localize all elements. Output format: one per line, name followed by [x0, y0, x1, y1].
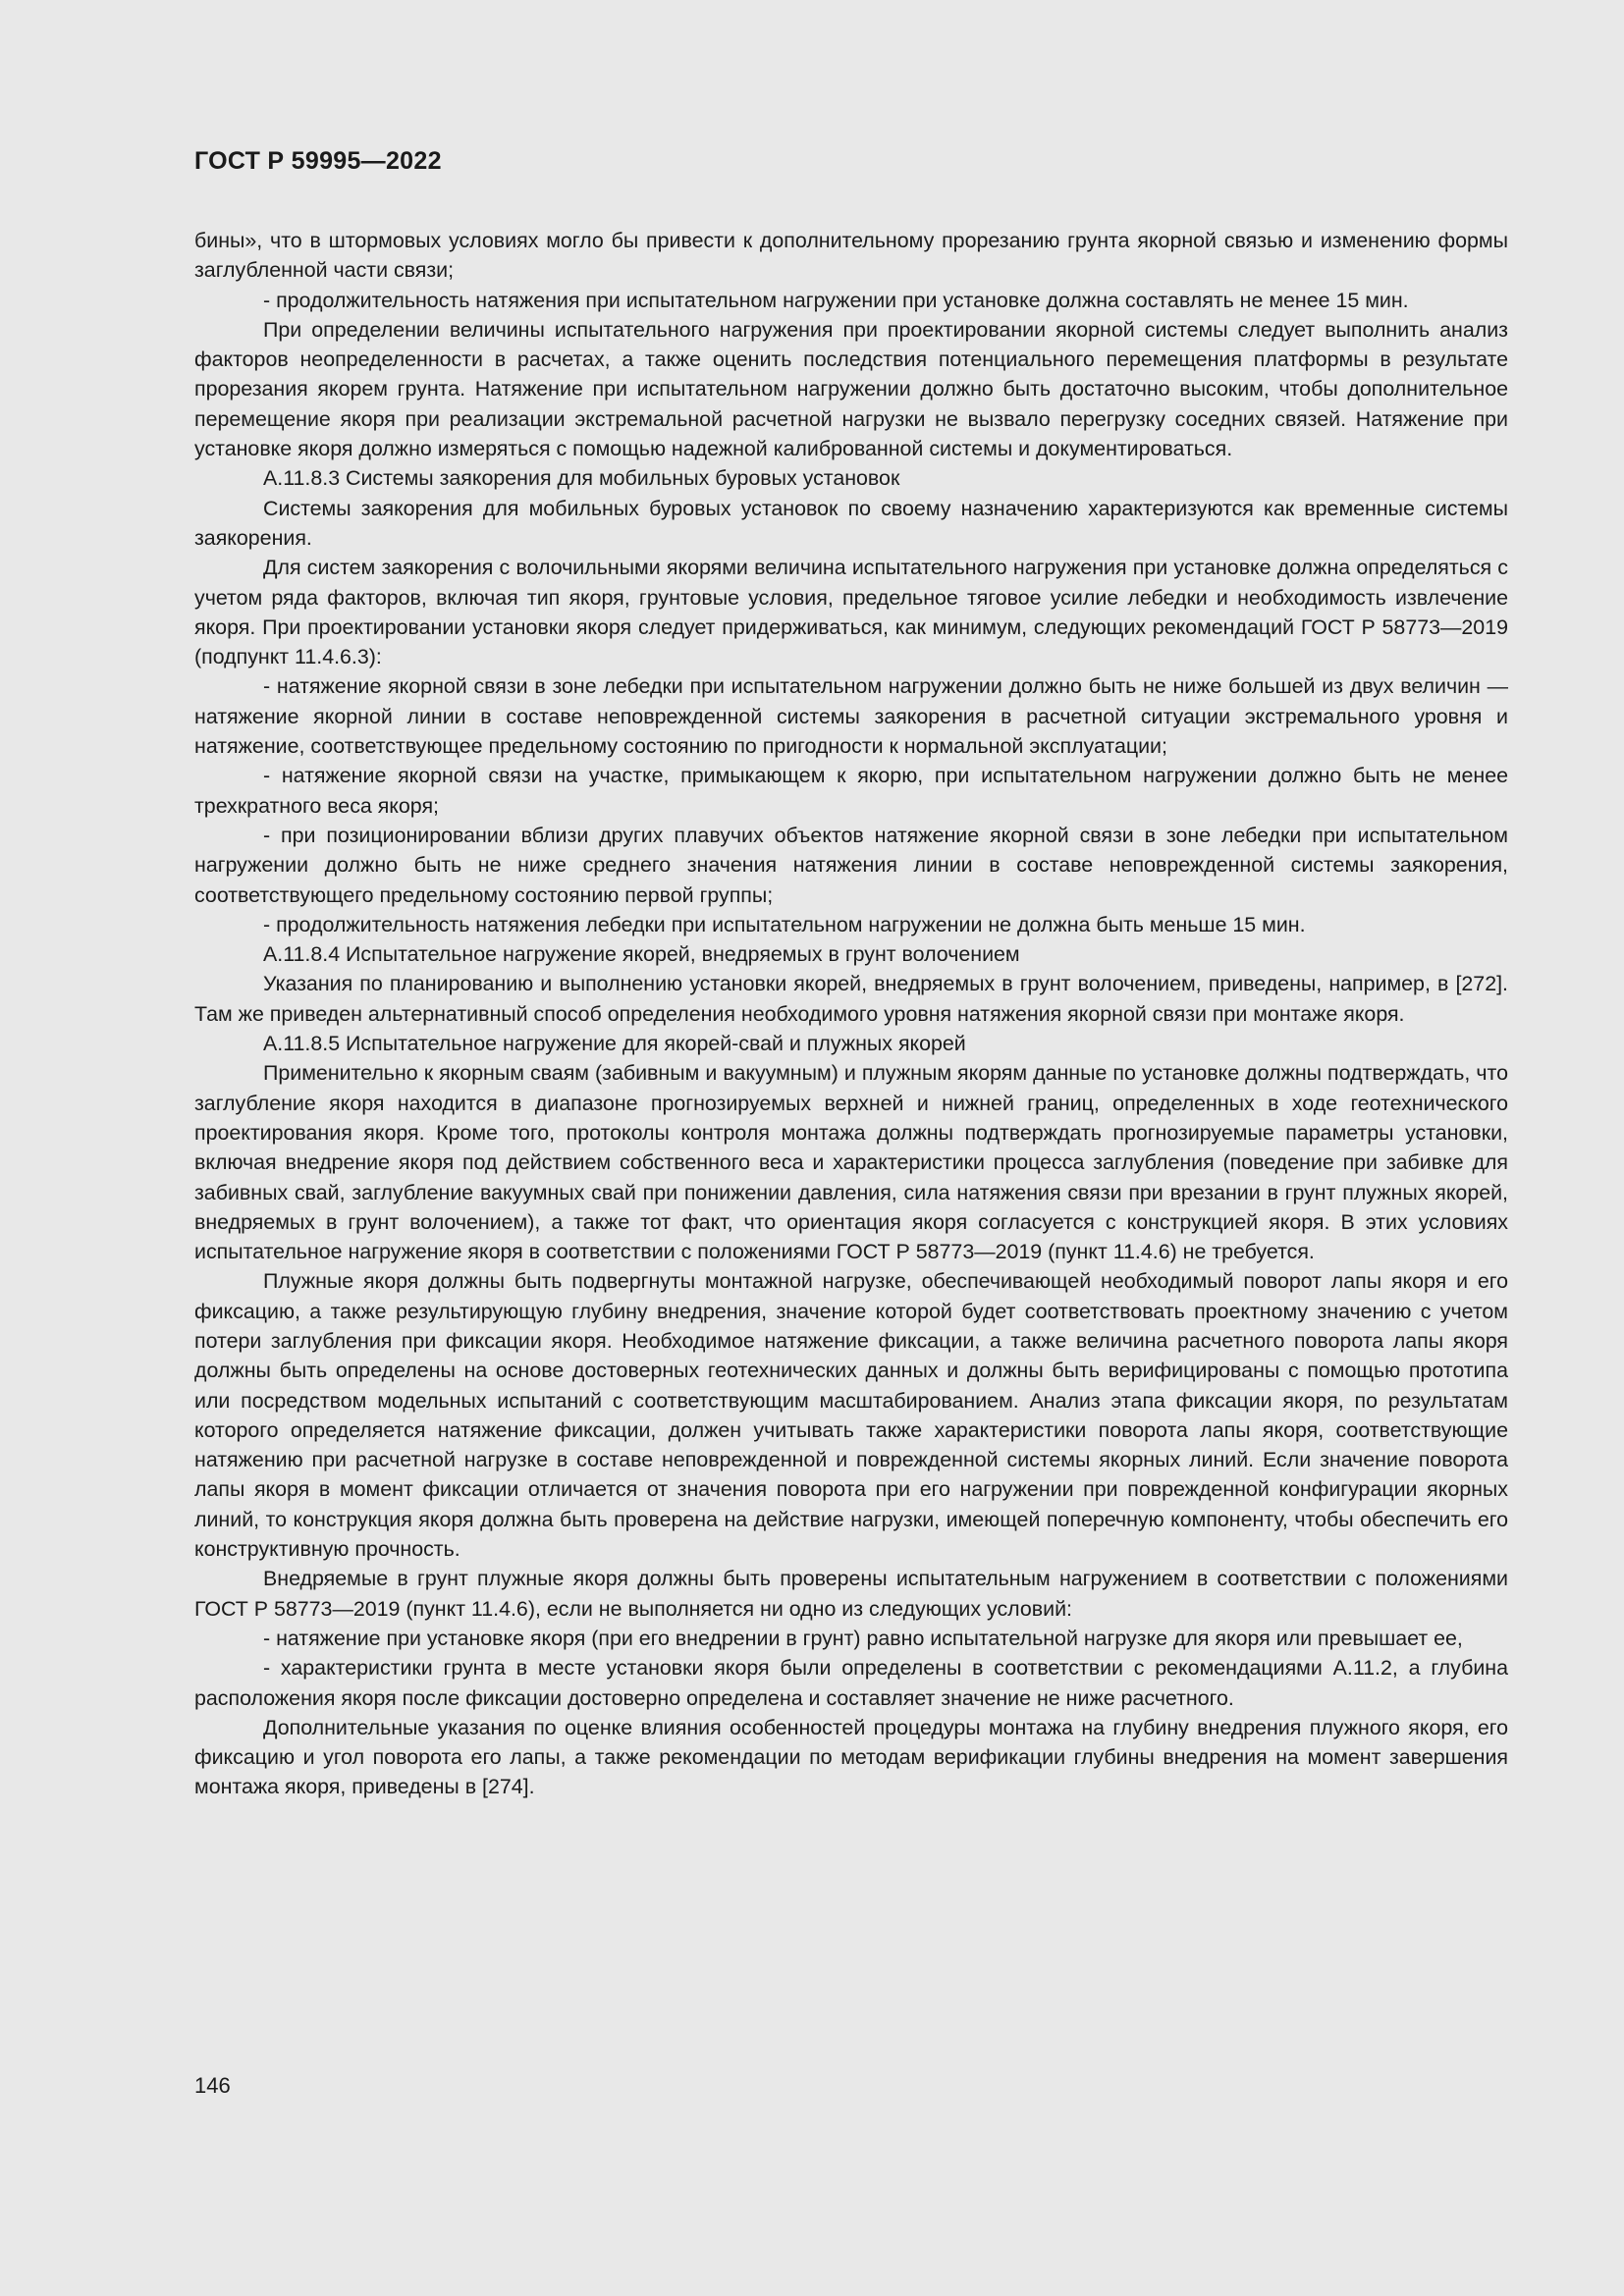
- list-item: - натяжение якорной связи на участке, примыкающем к якорю, при испытательном нагружении должно быть не менее трехкратного веса якоря;: [194, 764, 1508, 818]
- standard-header: ГОСТ Р 59995—2022: [194, 147, 442, 175]
- paragraph: Применительно к якорным сваям (забивным и вакуумным) и плужным якорям данные по установке должны подтверждать, что заглубление якоря находится в диапазоне прогнозируемых верхней и нижней границ, определенных в ходе геотехнического проектирования якоря. Кроме того, протоколы контроля монтажа должны подтверждать прогнозируемые параметры установки, включая внедрение якоря под действием собственного веса и характеристики процесса заглубления (поведение при забивке для забивных свай, заглубление вакуумных свай при понижении давления, сила натяжения связи при врезании в грунт плужных якорей, внедряемых в грунт волочением), а также тот факт, что ориентация якоря согласуется с конструкцией якоря. В этих условиях испытательное нагружение якоря в соответствии с положениями ГОСТ Р 58773—2019 (пункт 11.4.6) не требуется.: [194, 1061, 1508, 1264]
- body-text: [194, 226, 1508, 1802]
- list-item: - продолжительность натяжения лебедки при испытательном нагружении не должна быть меньше 15 мин.: [263, 912, 1306, 936]
- clause-heading: А.11.8.5 Испытательное нагружение для якорей-свай и плужных якорей: [263, 1032, 966, 1056]
- paragraph: При определении величины испытательного нагружения при проектировании якорной системы следует выполнить анализ факторов неопределенности в расчетах, а также оценить последствия потенциального перемещения платформы в результате прорезания якорем грунта. Натяжение при испытательном нагружении должно быть достаточно высоким, чтобы дополнительное перемещение якоря при реализации экстремальной расчетной нагрузки не вызвало перегрузку соседних связей. Натяжение при установке якоря должно измеряться с помощью надежной калиброванной системы и документироваться.: [194, 317, 1508, 461]
- paragraph: Системы заякорения для мобильных буровых установок по своему назначению характеризуются как временные системы заякорения.: [194, 496, 1508, 550]
- paragraph-continuation: бины», что в штормовых условиях могло бы привести к дополнительному прорезанию грунта якорной связью и изменению формы заглубленной части связи;: [194, 229, 1508, 283]
- paragraph: Дополнительные указания по оценке влияния особенностей процедуры монтажа на глубину внедрения плужного якоря, его фиксацию и угол поворота его лапы, а также рекомендации по методам верификации глубины внедрения на момент завершения монтажа якоря, приведены в [274].: [194, 1715, 1508, 1799]
- list-item: - продолжительность натяжения при испытательном нагружении при установке должна составлять не менее 15 мин.: [263, 288, 1409, 312]
- paragraph: Для систем заякорения с волочильными якорями величина испытательного нагружения при установке должна определяться с учетом ряда факторов, включая тип якоря, грунтовые условия, предельное тяговое усилие лебедки и необходимость извлечение якоря. При проектировании установки якоря следует придерживаться, как минимум, следующих рекомендаций ГОСТ Р 58773—2019 (подпункт 11.4.6.3):: [194, 556, 1508, 669]
- clause-heading: А.11.8.4 Испытательное нагружение якорей, внедряемых в грунт волочением: [263, 942, 1020, 967]
- page-number: 146: [194, 2073, 231, 2098]
- list-item: - натяжение якорной связи в зоне лебедки при испытательном нагружении должно быть не ниже большей из двух величин — натяжение якорной линии в составе неповрежденной системы заякорения в расчетной ситуации экстремального уровня и натяжение, соответствующее предельному состоянию по пригодности к нормальной эксплуатации;: [194, 674, 1508, 759]
- list-item: - при позиционировании вблизи других плавучих объектов натяжение якорной связи в зоне лебедки при испытательном нагружении должно быть не ниже среднего значения натяжения линии в составе неповрежденной системы заякорения, соответствующего предельному состоянию первой группы;: [194, 823, 1508, 907]
- paragraph: Внедряемые в грунт плужные якоря должны быть проверены испытательным нагружением в соответствии с положениями ГОСТ Р 58773—2019 (пункт 11.4.6), если не выполняется ни одно из следующих условий:: [194, 1567, 1508, 1621]
- paragraph: Плужные якоря должны быть подвергнуты монтажной нагрузке, обеспечивающей необходимый поворот лапы якоря и его фиксацию, а также результирующую глубину внедрения, значение которой будет соответствовать проектному значению с учетом потери заглубления при фиксации якоря. Необходимое натяжение фиксации, а также величина расчетного поворота лапы якоря должны быть определены на основе достоверных геотехнических данных и должны быть верифицированы с помощью прототипа или посредством модельных испытаний с соответствующим масштабированием. Анализ этапа фиксации якоря, по результатам которого определяется натяжение фиксации, должен учитывать также характеристики поворота лапы якоря, соответствующие натяжению при расчетной нагрузке в составе неповрежденной и поврежденной системы якорных линий. Если значение поворота лапы якоря в момент фиксации отличается от значения поворота при его нагружении при поврежденной конфигурации якорных линий, то конструкция якоря должна быть проверена на действие нагрузки, имеющей поперечную компоненту, чтобы обеспечить его конструктивную прочность.: [194, 1269, 1508, 1562]
- paragraph: Указания по планированию и выполнению установки якорей, внедряемых в грунт волочением, приведены, например, в [272]. Там же приведен альтернативный способ определения необходимого уровня натяжения якорной связи при монтаже якоря.: [194, 972, 1508, 1026]
- list-item: - натяжение при установке якоря (при его внедрении в грунт) равно испытательной нагрузке для якоря или превышает ее,: [263, 1626, 1463, 1650]
- list-item: - характеристики грунта в месте установки якоря были определены в соответствии с рекомендациями А.11.2, а глубина расположения якоря после фиксации достоверно определена и составляет значение не ниже расчетного.: [194, 1656, 1508, 1710]
- clause-heading: А.11.8.3 Системы заякорения для мобильных буровых установок: [263, 466, 900, 491]
